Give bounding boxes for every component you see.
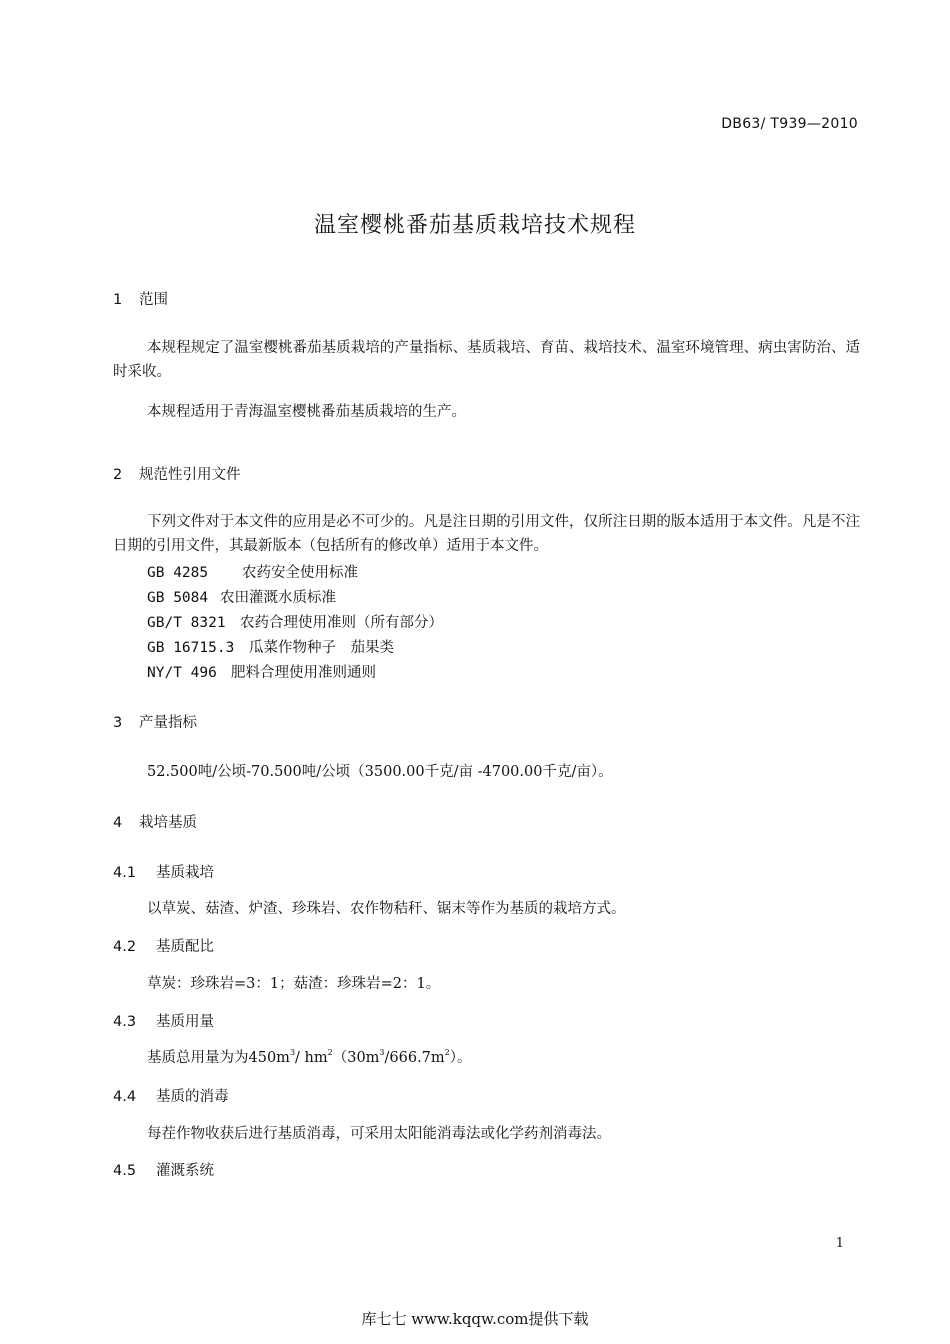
reference-code: NY/T 496	[147, 665, 217, 681]
section-2-paragraph-1: 下列文件对于本文件的应用是必不可少的。凡是注日期的引用文件，仅所注日期的版本适用于本文件。凡是不注日期的引用文件，其最新版本（包括所有的修改单）适用于本文件。	[113, 514, 860, 554]
reference-code: GB/T 8321	[147, 615, 226, 631]
superscript: 3	[379, 1048, 385, 1057]
reference-item	[147, 611, 443, 632]
reference-item	[147, 586, 336, 607]
subsection-number: 4.2	[113, 939, 137, 955]
subsection-4-2-text: 草炭：珍珠岩=3：1；菇渣：珍珠岩=2：1。	[147, 976, 441, 992]
section-3-heading	[113, 711, 197, 732]
section-number: 1	[113, 292, 123, 308]
subsection-4-3-text	[147, 1046, 472, 1067]
section-number: 4	[113, 815, 123, 831]
standard-code: DB63/ T939—2010	[721, 116, 858, 132]
section-1-paragraph-1: 本规程规定了温室樱桃番茄基质栽培的产量指标、基质栽培、育苗、栽培技术、温室环境管理、病虫害防治、适时采收。	[113, 340, 860, 380]
reference-item	[147, 636, 394, 657]
subsection-title: 基质栽培	[156, 865, 214, 881]
reference-item	[147, 661, 376, 682]
reference-item	[147, 561, 358, 582]
subsection-4-1-text: 以草炭、菇渣、炉渣、珍珠岩、农作物秸秆、锯末等作为基质的栽培方式。	[147, 901, 626, 917]
subsection-number: 4.1	[113, 865, 137, 881]
subsection-number: 4.4	[113, 1089, 137, 1105]
reference-title: 肥料合理使用准则通则	[231, 665, 376, 681]
page-number: 1	[835, 1236, 844, 1251]
reference-title: 农药合理使用准则（所有部分）	[240, 615, 443, 631]
section-1-paragraph-2: 本规程适用于青海温室樱桃番茄基质栽培的生产。	[147, 404, 466, 420]
text-run: （30m	[332, 1050, 380, 1066]
section-number: 2	[113, 467, 123, 483]
subsection-title: 基质的消毒	[156, 1089, 229, 1105]
subsection-4-3-heading	[113, 1010, 214, 1031]
text-run: ）。	[449, 1050, 472, 1066]
subsection-number: 4.5	[113, 1163, 137, 1179]
section-title: 规范性引用文件	[139, 467, 241, 483]
section-number: 3	[113, 715, 123, 731]
reference-title: 农药安全使用标准	[242, 565, 358, 581]
section-4-heading	[113, 811, 197, 832]
section-title: 产量指标	[139, 715, 197, 731]
subsection-title: 灌溉系统	[156, 1163, 214, 1179]
reference-code: GB 16715.3	[147, 640, 235, 656]
text-run: /666.7m	[384, 1050, 445, 1066]
subsection-title: 基质用量	[156, 1014, 214, 1030]
text-run: / hm	[295, 1050, 328, 1066]
superscript: 2	[327, 1048, 333, 1057]
section-2-heading	[113, 463, 241, 484]
section-1-heading	[113, 288, 168, 309]
subsection-4-5-heading	[113, 1159, 214, 1180]
subsection-title: 基质配比	[156, 939, 214, 955]
subsection-4-4-heading	[113, 1085, 229, 1106]
reference-code: GB 5084	[147, 590, 209, 606]
section-3-paragraph-1: 52.500吨/公顷-70.500吨/公顷（3500.00千克/亩 -4700.00千克/亩）。	[147, 764, 613, 780]
superscript: 3	[289, 1048, 296, 1057]
reference-title: 农田灌溉水质标准	[220, 590, 336, 606]
text-run: 基质总用量为为450m	[147, 1050, 290, 1066]
reference-code: GB 4285	[147, 565, 209, 581]
subsection-4-4-text: 每茬作物收获后进行基质消毒，可采用太阳能消毒法或化学药剂消毒法。	[147, 1126, 611, 1142]
footer-watermark: 库七七 www.kqqw.com提供下载	[361, 1310, 589, 1328]
reference-title: 瓜菜作物种子 茄果类	[249, 640, 394, 656]
section-title: 范围	[139, 292, 168, 308]
subsection-number: 4.3	[113, 1014, 137, 1030]
superscript: 2	[444, 1048, 450, 1057]
section-title: 栽培基质	[139, 815, 197, 831]
page-title: 温室樱桃番茄基质栽培技术规程	[313, 213, 636, 238]
subsection-4-2-heading	[113, 935, 214, 956]
subsection-4-1-heading	[113, 861, 214, 882]
